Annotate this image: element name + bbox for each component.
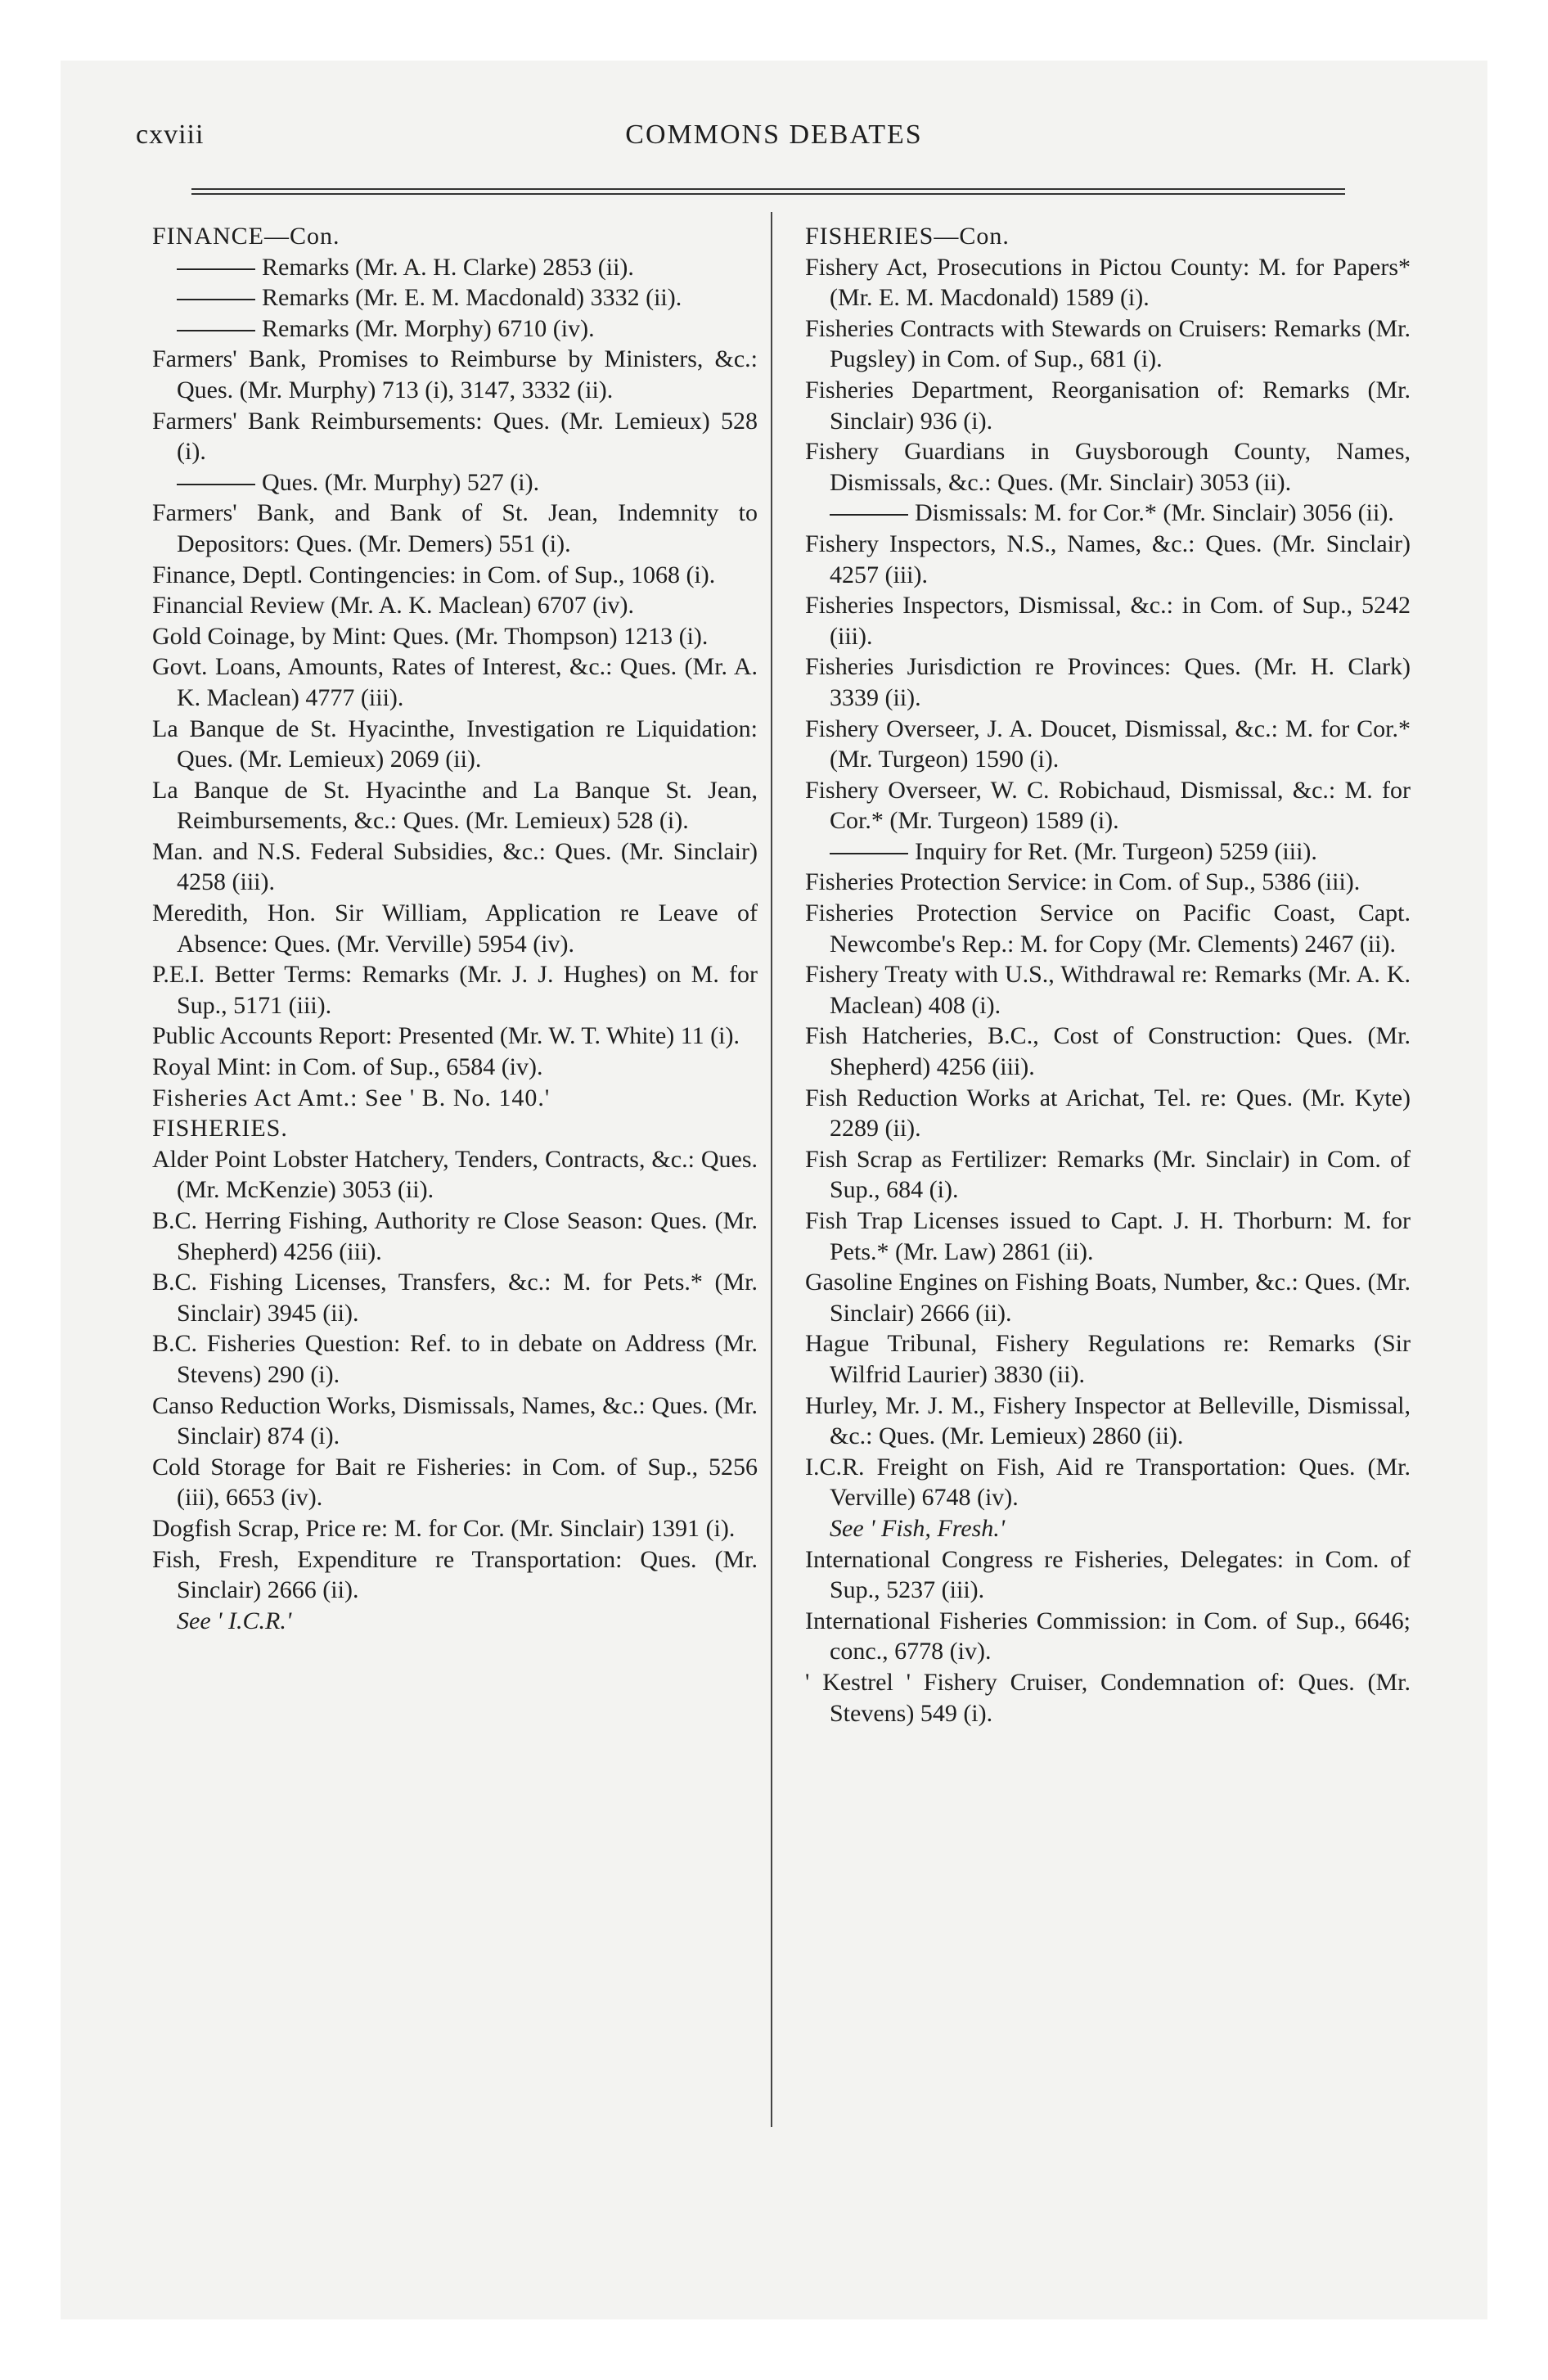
index-entry [805, 1452, 1411, 1513]
entry-text: Canso Reduction Works, Dismissals, Names, &c.: Ques. (Mr. Sinclair) 874 (i). [152, 1391, 758, 1450]
right-column [805, 221, 1411, 1729]
left-column [152, 221, 758, 1636]
entry-text: Fisheries Protection Service: in Com. of Sup., 5386 (iii). [805, 868, 1361, 896]
index-entry [805, 1667, 1411, 1729]
entry-text: Fisheries Act Amt.: See ' B. No. 140.' [152, 1084, 551, 1111]
index-entry [152, 714, 758, 775]
entry-text: B.C. Fisheries Question: Ref. to in debate on Address (Mr. Stevens) 290 (i). [152, 1330, 758, 1388]
entry-text: Farmers' Bank, and Bank of St. Jean, Indemnity to Depositors: Ques. (Mr. Demers) 551 (i). [152, 499, 758, 557]
entry-text: Hague Tribunal, Fishery Regulations re: Remarks (Sir Wilfrid Laurier) 3830 (ii). [805, 1330, 1411, 1388]
entry-text: B.C. Herring Fishing, Authority re Close Season: Ques. (Mr. Shepherd) 4256 (iii). [152, 1207, 758, 1265]
index-entry [152, 1206, 758, 1267]
index-entry [152, 959, 758, 1021]
index-entry [152, 1391, 758, 1452]
index-heading [152, 1083, 758, 1114]
entry-text: Fishery Overseer, J. A. Doucet, Dismissal, &c.: M. for Cor.* (Mr. Turgeon) 1590 (i). [805, 714, 1411, 773]
index-entry [805, 775, 1411, 836]
entry-text: Remarks (Mr. Morphy) 6710 (iv). [262, 314, 595, 342]
index-entry [805, 714, 1411, 775]
entry-text: I.C.R. Freight on Fish, Aid re Transportation: Ques. (Mr. Verville) 6748 (iv). [805, 1453, 1411, 1512]
index-entry [152, 775, 758, 836]
index-entry [152, 621, 758, 652]
running-title: COMMONS DEBATES [625, 119, 923, 150]
ditto-dash [177, 330, 255, 331]
index-subentry [152, 313, 758, 345]
entry-text: Fishery Act, Prosecutions in Pictou County: M. for Papers* (Mr. E. M. Macdonald) 1589 (i). [805, 253, 1411, 312]
entry-text: La Banque de St. Hyacinthe and La Banque St. Jean, Reimbursements, &c.: Ques. (Mr. Lemieux) 528 (i). [152, 776, 758, 835]
entry-text: Cold Storage for Bait re Fisheries: in Com. of Sup., 5256 (iii), 6653 (iv). [152, 1453, 758, 1512]
index-entry [152, 1513, 758, 1544]
index-entry [805, 590, 1411, 651]
index-entry [152, 1267, 758, 1328]
see-reference [805, 1513, 1411, 1544]
entry-text: Remarks (Mr. A. H. Clarke) 2853 (ii). [262, 253, 634, 281]
entry-text: Fish Trap Licenses issued to Capt. J. H. Thorburn: M. for Pets.* (Mr. Law) 2861 (ii). [805, 1207, 1411, 1265]
entry-text: ' Kestrel ' Fishery Cruiser, Condemnation of: Ques. (Mr. Stevens) 549 (i). [805, 1668, 1411, 1727]
entry-text: Man. and N.S. Federal Subsidies, &c.: Ques. (Mr. Sinclair) 4258 (iii). [152, 837, 758, 896]
index-entry [805, 1328, 1411, 1390]
entry-text: Inquiry for Ret. (Mr. Turgeon) 5259 (iii). [915, 837, 1317, 865]
page-number: cxviii [136, 119, 205, 150]
index-entry [805, 867, 1411, 898]
entry-text: Meredith, Hon. Sir William, Application re Leave of Absence: Ques. (Mr. Verville) 5954 (iv). [152, 899, 758, 958]
index-entry [152, 1544, 758, 1606]
entry-text: Remarks (Mr. E. M. Macdonald) 3332 (ii). [262, 284, 682, 312]
index-entry [805, 529, 1411, 590]
see-reference [152, 1606, 758, 1637]
index-heading [152, 1113, 758, 1144]
index-entry [152, 1144, 758, 1206]
index-entry [152, 560, 758, 591]
entry-text: See ' I.C.R.' [177, 1607, 292, 1634]
index-entry [805, 1206, 1411, 1267]
index-subentry [152, 282, 758, 313]
entry-text: Fisheries Protection Service on Pacific Coast, Capt. Newcombe's Rep.: M. for Copy (Mr. Clements) 2467 (ii). [805, 899, 1411, 958]
entry-text: Farmers' Bank Reimbursements: Ques. (Mr. Lemieux) 528 (i). [152, 407, 758, 466]
entry-text: Fisheries Contracts with Stewards on Cruisers: Remarks (Mr. Pugsley) in Com. of Sup., 681 (i). [805, 314, 1411, 373]
entry-text: Financial Review (Mr. A. K. Maclean) 6707 (iv). [152, 592, 635, 620]
ditto-dash [177, 268, 255, 270]
index-entry [152, 498, 758, 559]
ditto-dash [830, 514, 908, 516]
index-entry [805, 436, 1411, 498]
entry-text: FINANCE—Con. [152, 223, 340, 250]
index-heading [805, 221, 1411, 252]
entry-text: B.C. Fishing Licenses, Transfers, &c.: M. for Pets.* (Mr. Sinclair) 3945 (ii). [152, 1269, 758, 1327]
entry-text: P.E.I. Better Terms: Remarks (Mr. J. J. Hughes) on M. for Sup., 5171 (iii). [152, 961, 758, 1019]
column-divider [771, 212, 772, 2127]
index-entry [152, 1021, 758, 1052]
entry-text: See ' Fish, Fresh.' [830, 1514, 1006, 1542]
entry-text: Fishery Guardians in Guysborough County, Names, Dismissals, &c.: Ques. (Mr. Sinclair) 3053 (ii). [805, 438, 1411, 496]
entry-text: Farmers' Bank, Promises to Reimburse by Ministers, &c.: Ques. (Mr. Murphy) 713 (i), 3147, 3332 (ii). [152, 345, 758, 403]
entry-text: Fishery Inspectors, N.S., Names, &c.: Ques. (Mr. Sinclair) 4257 (iii). [805, 530, 1411, 588]
entry-text: International Fisheries Commission: in Com. of Sup., 6646; conc., 6778 (iv). [805, 1607, 1411, 1666]
index-entry [805, 1144, 1411, 1206]
entry-text: Fishery Overseer, W. C. Robichaud, Dismissal, &c.: M. for Cor.* (Mr. Turgeon) 1589 (i). [805, 776, 1411, 835]
index-entry [152, 651, 758, 713]
index-entry [805, 1606, 1411, 1667]
index-entry [805, 898, 1411, 959]
index-entry [805, 1267, 1411, 1328]
entry-text: La Banque de St. Hyacinthe, Investigation re Liquidation: Ques. (Mr. Lemieux) 2069 (ii). [152, 714, 758, 773]
index-entry [152, 1452, 758, 1513]
header-rule-double [191, 193, 1345, 195]
index-subentry [152, 467, 758, 498]
entry-text: Fish, Fresh, Expenditure re Transportation: Ques. (Mr. Sinclair) 2666 (ii). [152, 1545, 758, 1604]
index-subentry [805, 836, 1411, 868]
entry-text: Ques. (Mr. Murphy) 527 (i). [262, 468, 540, 496]
document-page [61, 61, 1487, 2319]
index-entry [152, 1052, 758, 1083]
entry-text: Gold Coinage, by Mint: Ques. (Mr. Thompson) 1213 (i). [152, 622, 709, 650]
index-entry [805, 959, 1411, 1021]
index-entry [805, 1083, 1411, 1144]
index-subentry [805, 498, 1411, 529]
entry-text: Gasoline Engines on Fishing Boats, Number, &c.: Ques. (Mr. Sinclair) 2666 (ii). [805, 1269, 1411, 1327]
entry-text: Hurley, Mr. J. M., Fishery Inspector at Belleville, Dismissal, &c.: Ques. (Mr. Lemieux) 2860 (ii). [805, 1391, 1411, 1450]
header-rule [191, 188, 1345, 190]
index-entry [805, 375, 1411, 436]
entry-text: Fish Reduction Works at Arichat, Tel. re: Ques. (Mr. Kyte) 2289 (ii). [805, 1084, 1411, 1143]
index-entry [152, 1328, 758, 1390]
entry-text: Fish Hatcheries, B.C., Cost of Construction: Ques. (Mr. Shepherd) 4256 (iii). [805, 1022, 1411, 1081]
index-entry [805, 651, 1411, 713]
entry-text: Alder Point Lobster Hatchery, Tenders, Contracts, &c.: Ques. (Mr. McKenzie) 3053 (ii). [152, 1145, 758, 1204]
entry-text: FISHERIES—Con. [805, 223, 1010, 250]
entry-text: Public Accounts Report: Presented (Mr. W. T. White) 11 (i). [152, 1022, 740, 1050]
index-entry [805, 1391, 1411, 1452]
index-entry [152, 898, 758, 959]
ditto-dash [177, 484, 255, 485]
ditto-dash [830, 853, 908, 854]
entry-text: Fish Scrap as Fertilizer: Remarks (Mr. Sinclair) in Com. of Sup., 684 (i). [805, 1145, 1411, 1204]
entry-text: Fisheries Department, Reorganisation of: Remarks (Mr. Sinclair) 936 (i). [805, 376, 1411, 435]
index-entry [152, 406, 758, 467]
index-entry [805, 313, 1411, 375]
entry-text: International Congress re Fisheries, Delegates: in Com. of Sup., 5237 (iii). [805, 1545, 1411, 1604]
index-entry [152, 590, 758, 621]
entry-text: Dogfish Scrap, Price re: M. for Cor. (Mr. Sinclair) 1391 (i). [152, 1514, 736, 1542]
index-subentry [152, 252, 758, 283]
entry-text: Govt. Loans, Amounts, Rates of Interest, &c.: Ques. (Mr. A. K. Maclean) 4777 (iii). [152, 653, 758, 711]
entry-text: Fisheries Inspectors, Dismissal, &c.: in Com. of Sup., 5242 (iii). [805, 592, 1411, 650]
index-entry [152, 344, 758, 405]
entry-text: Finance, Deptl. Contingencies: in Com. of Sup., 1068 (i). [152, 561, 716, 588]
entry-text: Dismissals: M. for Cor.* (Mr. Sinclair) 3056 (ii). [915, 499, 1394, 527]
entry-text: Royal Mint: in Com. of Sup., 6584 (iv). [152, 1053, 543, 1081]
index-heading [152, 221, 758, 252]
index-entry [152, 836, 758, 898]
page-header [136, 119, 1412, 169]
entry-text: Fishery Treaty with U.S., Withdrawal re: Remarks (Mr. A. K. Maclean) 408 (i). [805, 961, 1411, 1019]
index-entry [805, 252, 1411, 313]
entry-text: Fisheries Jurisdiction re Provinces: Ques. (Mr. H. Clark) 3339 (ii). [805, 653, 1411, 711]
entry-text: FISHERIES. [152, 1115, 288, 1143]
ditto-dash [177, 299, 255, 300]
index-entry [805, 1544, 1411, 1606]
index-entry [805, 1021, 1411, 1082]
